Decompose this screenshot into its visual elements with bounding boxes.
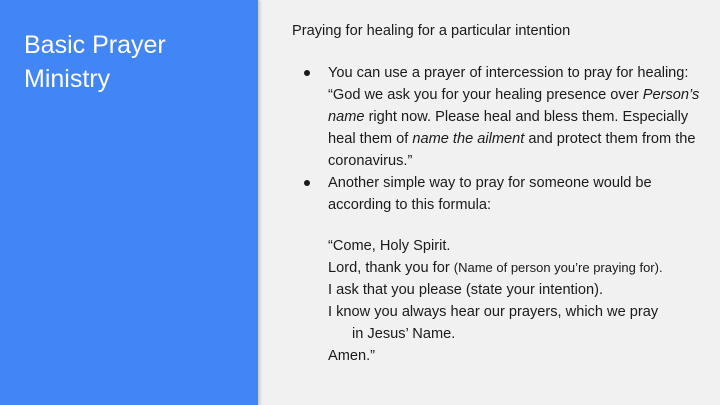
sidebar-title <box>24 28 244 96</box>
bullet-text-part: and protect them from the coronavirus.” <box>328 131 696 169</box>
prayer-line-2-placeholder: (Name of person you’re praying for). <box>453 260 663 275</box>
bullet-item-intercession <box>292 62 702 172</box>
bullet-item-formula <box>292 172 702 216</box>
prayer-block <box>292 235 702 367</box>
bullet-text-part: right now. Please heal and bless them. Especially heal them of <box>328 109 689 147</box>
prayer-line-6: Amen.” <box>328 348 376 364</box>
sidebar-title-line-2: Ministry <box>24 65 111 93</box>
main-content <box>292 20 702 367</box>
bullet-italic-person-name: Person’s name <box>328 87 700 125</box>
prayer-line-5: in Jesus’ Name. <box>352 326 456 342</box>
bullet-dot-icon <box>304 180 310 186</box>
sidebar-title-line-1: Basic Prayer <box>24 31 166 59</box>
bullet-text: Another simple way to pray for someone would be according to this formula: <box>328 175 652 213</box>
prayer-line-3: I ask that you please (state your intention). <box>328 282 604 298</box>
bullet-dot-icon <box>304 70 310 76</box>
prayer-line-4: I know you always hear our prayers, which we pray <box>328 304 659 320</box>
prayer-line-2 <box>328 257 702 279</box>
bullet-italic-ailment: name the ailment <box>412 131 525 147</box>
bullet-list <box>292 62 702 216</box>
bullet-text-part: You can use a prayer of intercession to pray for healing: “God we ask you for your healing presence over <box>328 65 689 103</box>
prayer-line-2-main: Lord, thank you for <box>328 260 454 276</box>
sidebar-panel <box>0 0 258 405</box>
content-heading: Praying for healing for a particular intention <box>292 23 571 39</box>
prayer-line-1: “Come, Holy Spirit. <box>328 238 451 254</box>
